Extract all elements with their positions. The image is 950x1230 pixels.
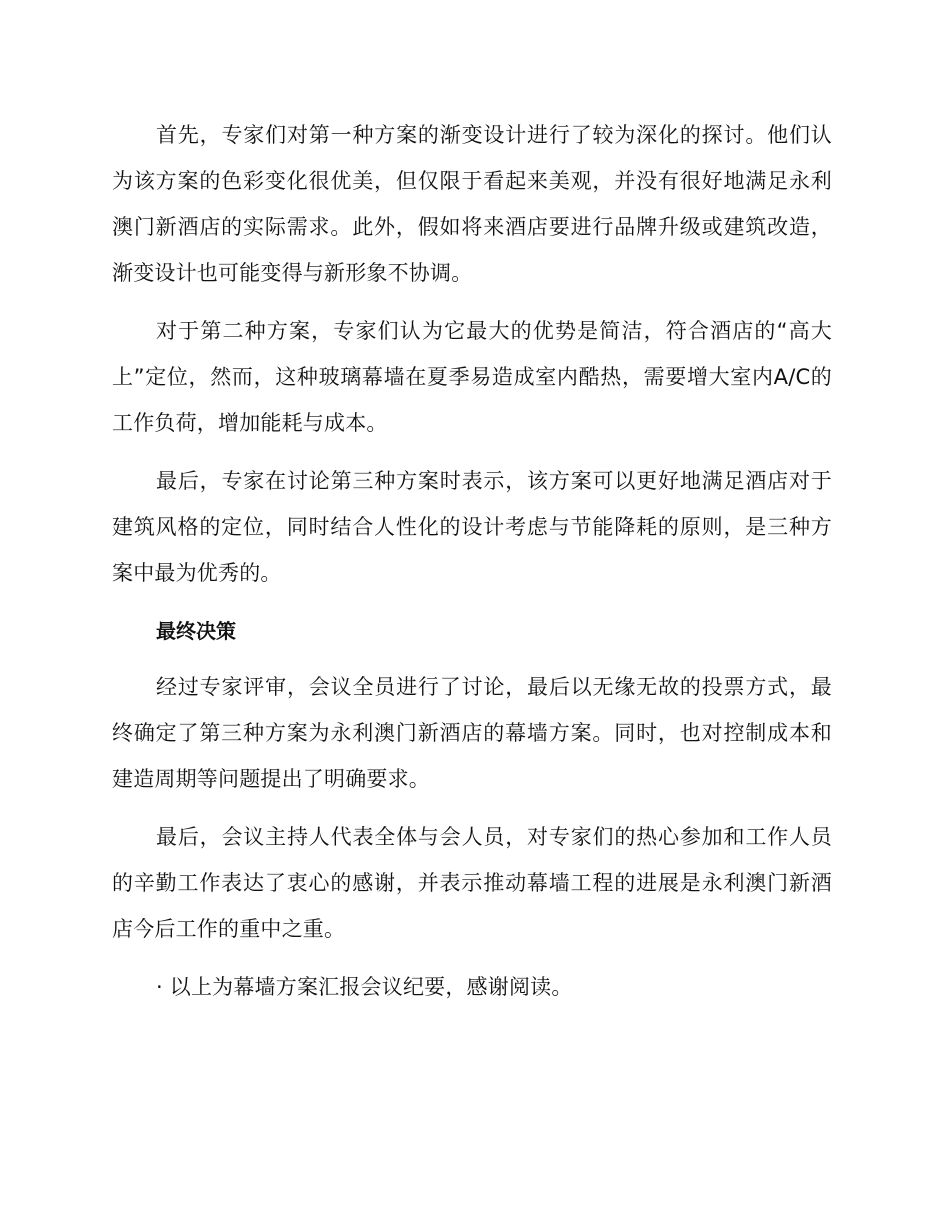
paragraph-thanks: 最后，会议主持人代表全体与会人员，对专家们的热心参加和工作人员的辛勤工作表达了衷心的感谢，并表示推动幕墙工程的进展是永利澳门新酒店今后工作的重中之重。 [112, 825, 832, 941]
paragraph-second-scheme: 对于第二种方案，专家们认为它最大的优势是简洁，符合酒店的“高大上”定位，然而，这种玻璃幕墙在夏季易造成室内酷热，需要增大室内A/C的工作负荷，增加能耗与成本。 [112, 319, 832, 435]
paragraph-closing-note: · 以上为幕墙方案汇报会议纪要，感谢阅读。 [156, 975, 573, 999]
paragraph-final-decision: 经过专家评审，会议全员进行了讨论，最后以无缘无故的投票方式，最终确定了第三种方案为永利澳门新酒店的幕墙方案。同时，也对控制成本和建造周期等问题提出了明确要求。 [112, 675, 832, 791]
paragraph-first-scheme: 首先，专家们对第一种方案的渐变设计进行了较为深化的探讨。他们认为该方案的色彩变化很优美，但仅限于看起来美观，并没有很好地满足永利澳门新酒店的实际需求。此外，假如将来酒店要进行品牌升级或建筑改造，渐变设计也可能变得与新形象不协调。 [112, 123, 832, 285]
section-heading: 最终决策 [156, 619, 236, 643]
paragraph-third-scheme: 最后，专家在讨论第三种方案时表示，该方案可以更好地满足酒店对于建筑风格的定位，同时结合人性化的设计考虑与节能降耗的原则，是三种方案中最为优秀的。 [112, 469, 832, 585]
